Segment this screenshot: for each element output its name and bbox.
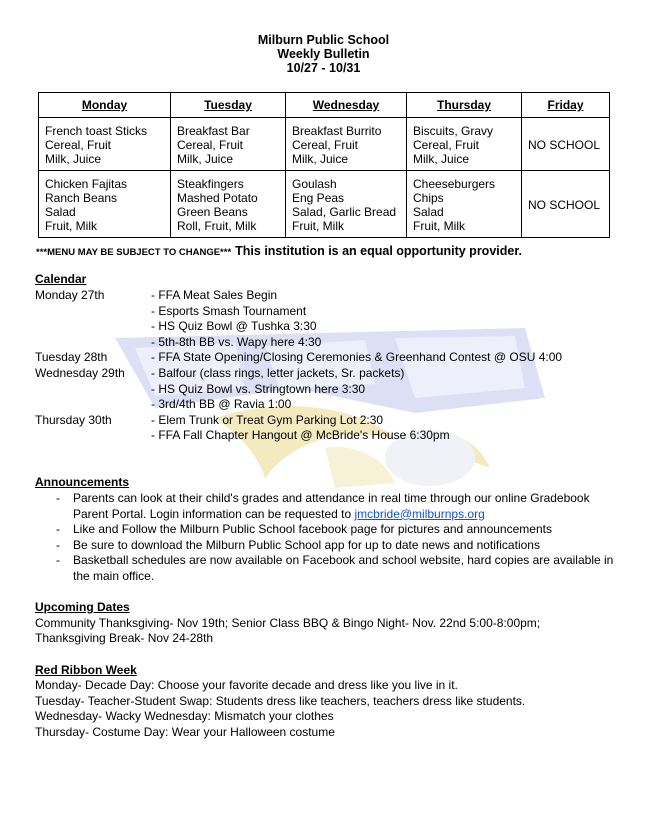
menu-header-row bbox=[39, 93, 610, 118]
no-school-label: NO SCHOOL bbox=[528, 198, 601, 212]
menu-item: Cereal, Fruit bbox=[45, 138, 112, 152]
menu-item: Salad, Garlic Bread bbox=[292, 205, 397, 219]
day-header: Wednesday bbox=[286, 93, 407, 118]
menu-item: Fruit, Milk bbox=[45, 219, 97, 233]
equal-opportunity-statement: This institution is an equal opportunity provider. bbox=[235, 244, 522, 258]
menu-item: Goulash bbox=[292, 177, 337, 191]
calendar-day: Monday 27th bbox=[35, 288, 105, 302]
calendar-event: - Elem Trunk or Treat Gym Parking Lot 2:30 bbox=[151, 413, 384, 427]
menu-item: Eng Peas bbox=[292, 191, 345, 205]
menu-item: Milk, Juice bbox=[177, 152, 234, 166]
menu-note bbox=[36, 244, 522, 258]
menu-item: Milk, Juice bbox=[413, 152, 470, 166]
menu-item: Fruit, Milk bbox=[292, 219, 344, 233]
day-header: Friday bbox=[522, 93, 610, 118]
menu-item: Breakfast Burrito bbox=[292, 124, 382, 138]
red-ribbon-day: Tuesday- Teacher-Student Swap: Students dress like teachers, teachers dress like students. bbox=[35, 694, 526, 708]
announcement-text: the main office. bbox=[73, 568, 155, 583]
announcement-facebook: Like and Follow the Milburn Public School facebook page for pictures and announcements bbox=[73, 522, 552, 536]
announcement-text-cont bbox=[73, 507, 613, 523]
menu-item: Green Beans bbox=[177, 205, 248, 219]
menu-item: Steakfingers bbox=[177, 177, 244, 191]
menu-item: Chips bbox=[413, 191, 444, 205]
calendar-day: Wednesday 29th bbox=[35, 366, 125, 380]
menu-item: Cereal, Fruit bbox=[177, 138, 244, 152]
upcoming-line: Thanksgiving Break- Nov 24-28th bbox=[35, 631, 214, 645]
day-header: Thursday bbox=[407, 93, 522, 118]
announcement-gradebook bbox=[73, 491, 613, 522]
lunch-row bbox=[39, 171, 610, 238]
menu-item: Milk, Juice bbox=[45, 152, 102, 166]
bullet-marker: - bbox=[56, 553, 60, 567]
menu-cell bbox=[286, 171, 407, 238]
announcements-heading: Announcements bbox=[35, 475, 130, 489]
calendar-event: - FFA Meat Sales Begin bbox=[151, 288, 278, 302]
red-ribbon-day: Wednesday- Wacky Wednesday: Mismatch your clothes bbox=[35, 709, 334, 723]
menu-item: Cereal, Fruit bbox=[292, 138, 359, 152]
day-header: Tuesday bbox=[171, 93, 286, 118]
bulletin-header bbox=[0, 33, 647, 75]
menu-item: Salad bbox=[45, 205, 76, 219]
menu-cell bbox=[407, 118, 522, 171]
menu-cell bbox=[171, 118, 286, 171]
calendar-event: - FFA State Opening/Closing Ceremonies & Greenhand Contest @ OSU 4:00 bbox=[151, 350, 563, 364]
email-link[interactable]: jmcbride@milburnps.org bbox=[354, 506, 485, 521]
menu-cell bbox=[522, 118, 610, 171]
upcoming-heading: Upcoming Dates bbox=[35, 600, 130, 614]
upcoming-line: Community Thanksgiving- Nov 19th; Senior Class BBQ & Bingo Night- Nov. 22nd 5:00-8:00pm; bbox=[35, 616, 541, 630]
calendar-event: - HS Quiz Bowl vs. Stringtown here 3:30 bbox=[151, 382, 366, 396]
menu-cell bbox=[39, 118, 171, 171]
menu-item: Cheeseburgers bbox=[413, 177, 496, 191]
red-ribbon-day: Monday- Decade Day: Choose your favorite decade and dress like you live in it. bbox=[35, 678, 458, 692]
red-ribbon-day: Thursday- Costume Day: Wear your Halloween costume bbox=[35, 725, 335, 739]
calendar-event: - HS Quiz Bowl @ Tushka 3:30 bbox=[151, 319, 317, 333]
menu-item: Ranch Beans bbox=[45, 191, 118, 205]
menu-item: Roll, Fruit, Milk bbox=[177, 219, 257, 233]
calendar-event: - 5th-8th BB vs. Wapy here 4:30 bbox=[151, 335, 322, 349]
menu-cell bbox=[39, 171, 171, 238]
lunch-menu-table bbox=[38, 92, 610, 238]
menu-item: Milk, Juice bbox=[292, 152, 349, 166]
calendar-event: - 3rd/4th BB @ Ravia 1:00 bbox=[151, 397, 292, 411]
menu-cell bbox=[522, 171, 610, 238]
bulletin-dates: 10/27 - 10/31 bbox=[286, 61, 361, 75]
calendar-event: - FFA Fall Chapter Hangout @ McBride's House 6:30pm bbox=[151, 428, 450, 442]
menu-item: Fruit, Milk bbox=[413, 219, 465, 233]
menu-item: Salad bbox=[413, 205, 444, 219]
announcement-app: Be sure to download the Milburn Public School app for up to date news and notifications bbox=[73, 538, 540, 552]
calendar-heading: Calendar bbox=[35, 272, 87, 286]
breakfast-row bbox=[39, 118, 610, 171]
announcement-text: Parents can look at their child's grades and attendance in real time through our online Gradebook bbox=[73, 491, 590, 505]
bullet-marker: - bbox=[56, 538, 60, 552]
menu-item: Biscuits, Gravy bbox=[413, 124, 494, 138]
menu-cell bbox=[286, 118, 407, 171]
menu-item: Cereal, Fruit bbox=[413, 138, 480, 152]
calendar-day: Tuesday 28th bbox=[35, 350, 108, 364]
school-name: Milburn Public School bbox=[257, 33, 390, 47]
calendar-day: Thursday 30th bbox=[35, 413, 112, 427]
menu-item: Chicken Fajitas bbox=[45, 177, 128, 191]
bullet-marker: - bbox=[56, 491, 60, 505]
announcement-text: Parent Portal. Login information can be requested to bbox=[73, 506, 355, 521]
red-ribbon-heading: Red Ribbon Week bbox=[35, 663, 137, 677]
no-school-label: NO SCHOOL bbox=[528, 138, 601, 152]
bulletin-title: Weekly Bulletin bbox=[277, 47, 370, 61]
menu-cell bbox=[407, 171, 522, 238]
calendar-event: - Balfour (class rings, letter jackets, Sr. packets) bbox=[151, 366, 405, 380]
calendar-event: - Esports Smash Tournament bbox=[151, 304, 307, 318]
announcement-text: Basketball schedules are now available on Facebook and school website, hard copies are available in bbox=[73, 553, 614, 567]
bullet-marker: - bbox=[56, 522, 60, 536]
menu-cell bbox=[171, 171, 286, 238]
day-header: Monday bbox=[39, 93, 171, 118]
menu-item: Mashed Potato bbox=[177, 191, 258, 205]
menu-item: French toast Sticks bbox=[45, 124, 148, 138]
menu-item: Breakfast Bar bbox=[177, 124, 250, 138]
announcement-basketball bbox=[73, 553, 613, 584]
menu-change-note: ***MENU MAY BE SUBJECT TO CHANGE*** bbox=[36, 247, 232, 258]
